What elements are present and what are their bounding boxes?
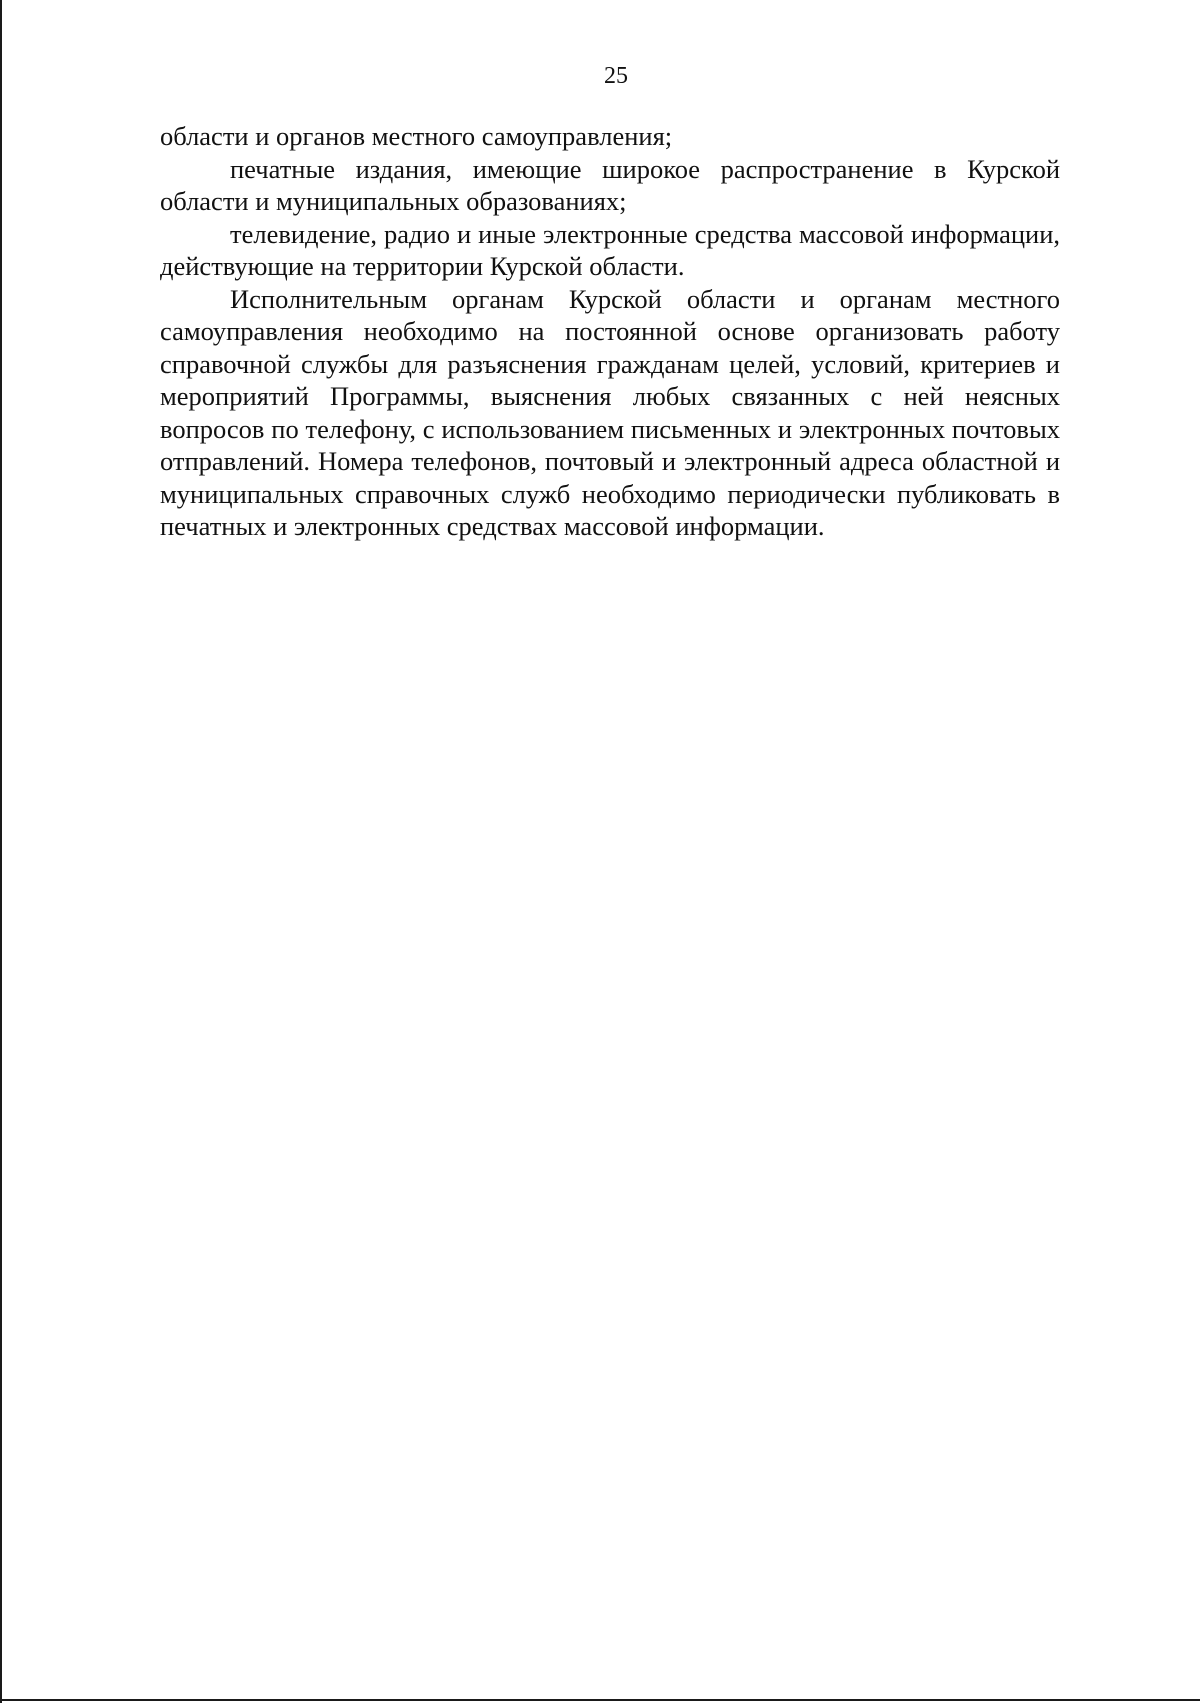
paragraph-electronic-media: телевидение, радио и иные электронные средства массовой информации, действующие на территории Курской области. (160, 218, 1060, 281)
scan-edge-left (0, 0, 2, 1703)
body-text (160, 120, 1060, 543)
page-number: 25 (604, 63, 628, 89)
scan-edge-bottom (0, 1699, 1200, 1701)
paragraph-help-service: Исполнительным органам Курской области и органам местного самоуправления необходимо на постоянной основе организовать работу справочной службы для разъяснения гражданам целей, условий, критериев и мероприятий Программы, выяснения любых связанных с ней неясных вопросов по телефону, с использованием письменных и электронных почтовых отправлений. Номера телефонов, почтовый и электронный адреса областной и муниципальных справочных служб необходимо периодически публиковать в печатных и электронных средствах массовой информации. (160, 283, 1060, 541)
paragraph-continuation: области и органов местного самоуправления; (160, 121, 673, 151)
paragraph-print-media: печатные издания, имеющие широкое распространение в Курской области и муниципальных образованиях; (160, 153, 1060, 216)
